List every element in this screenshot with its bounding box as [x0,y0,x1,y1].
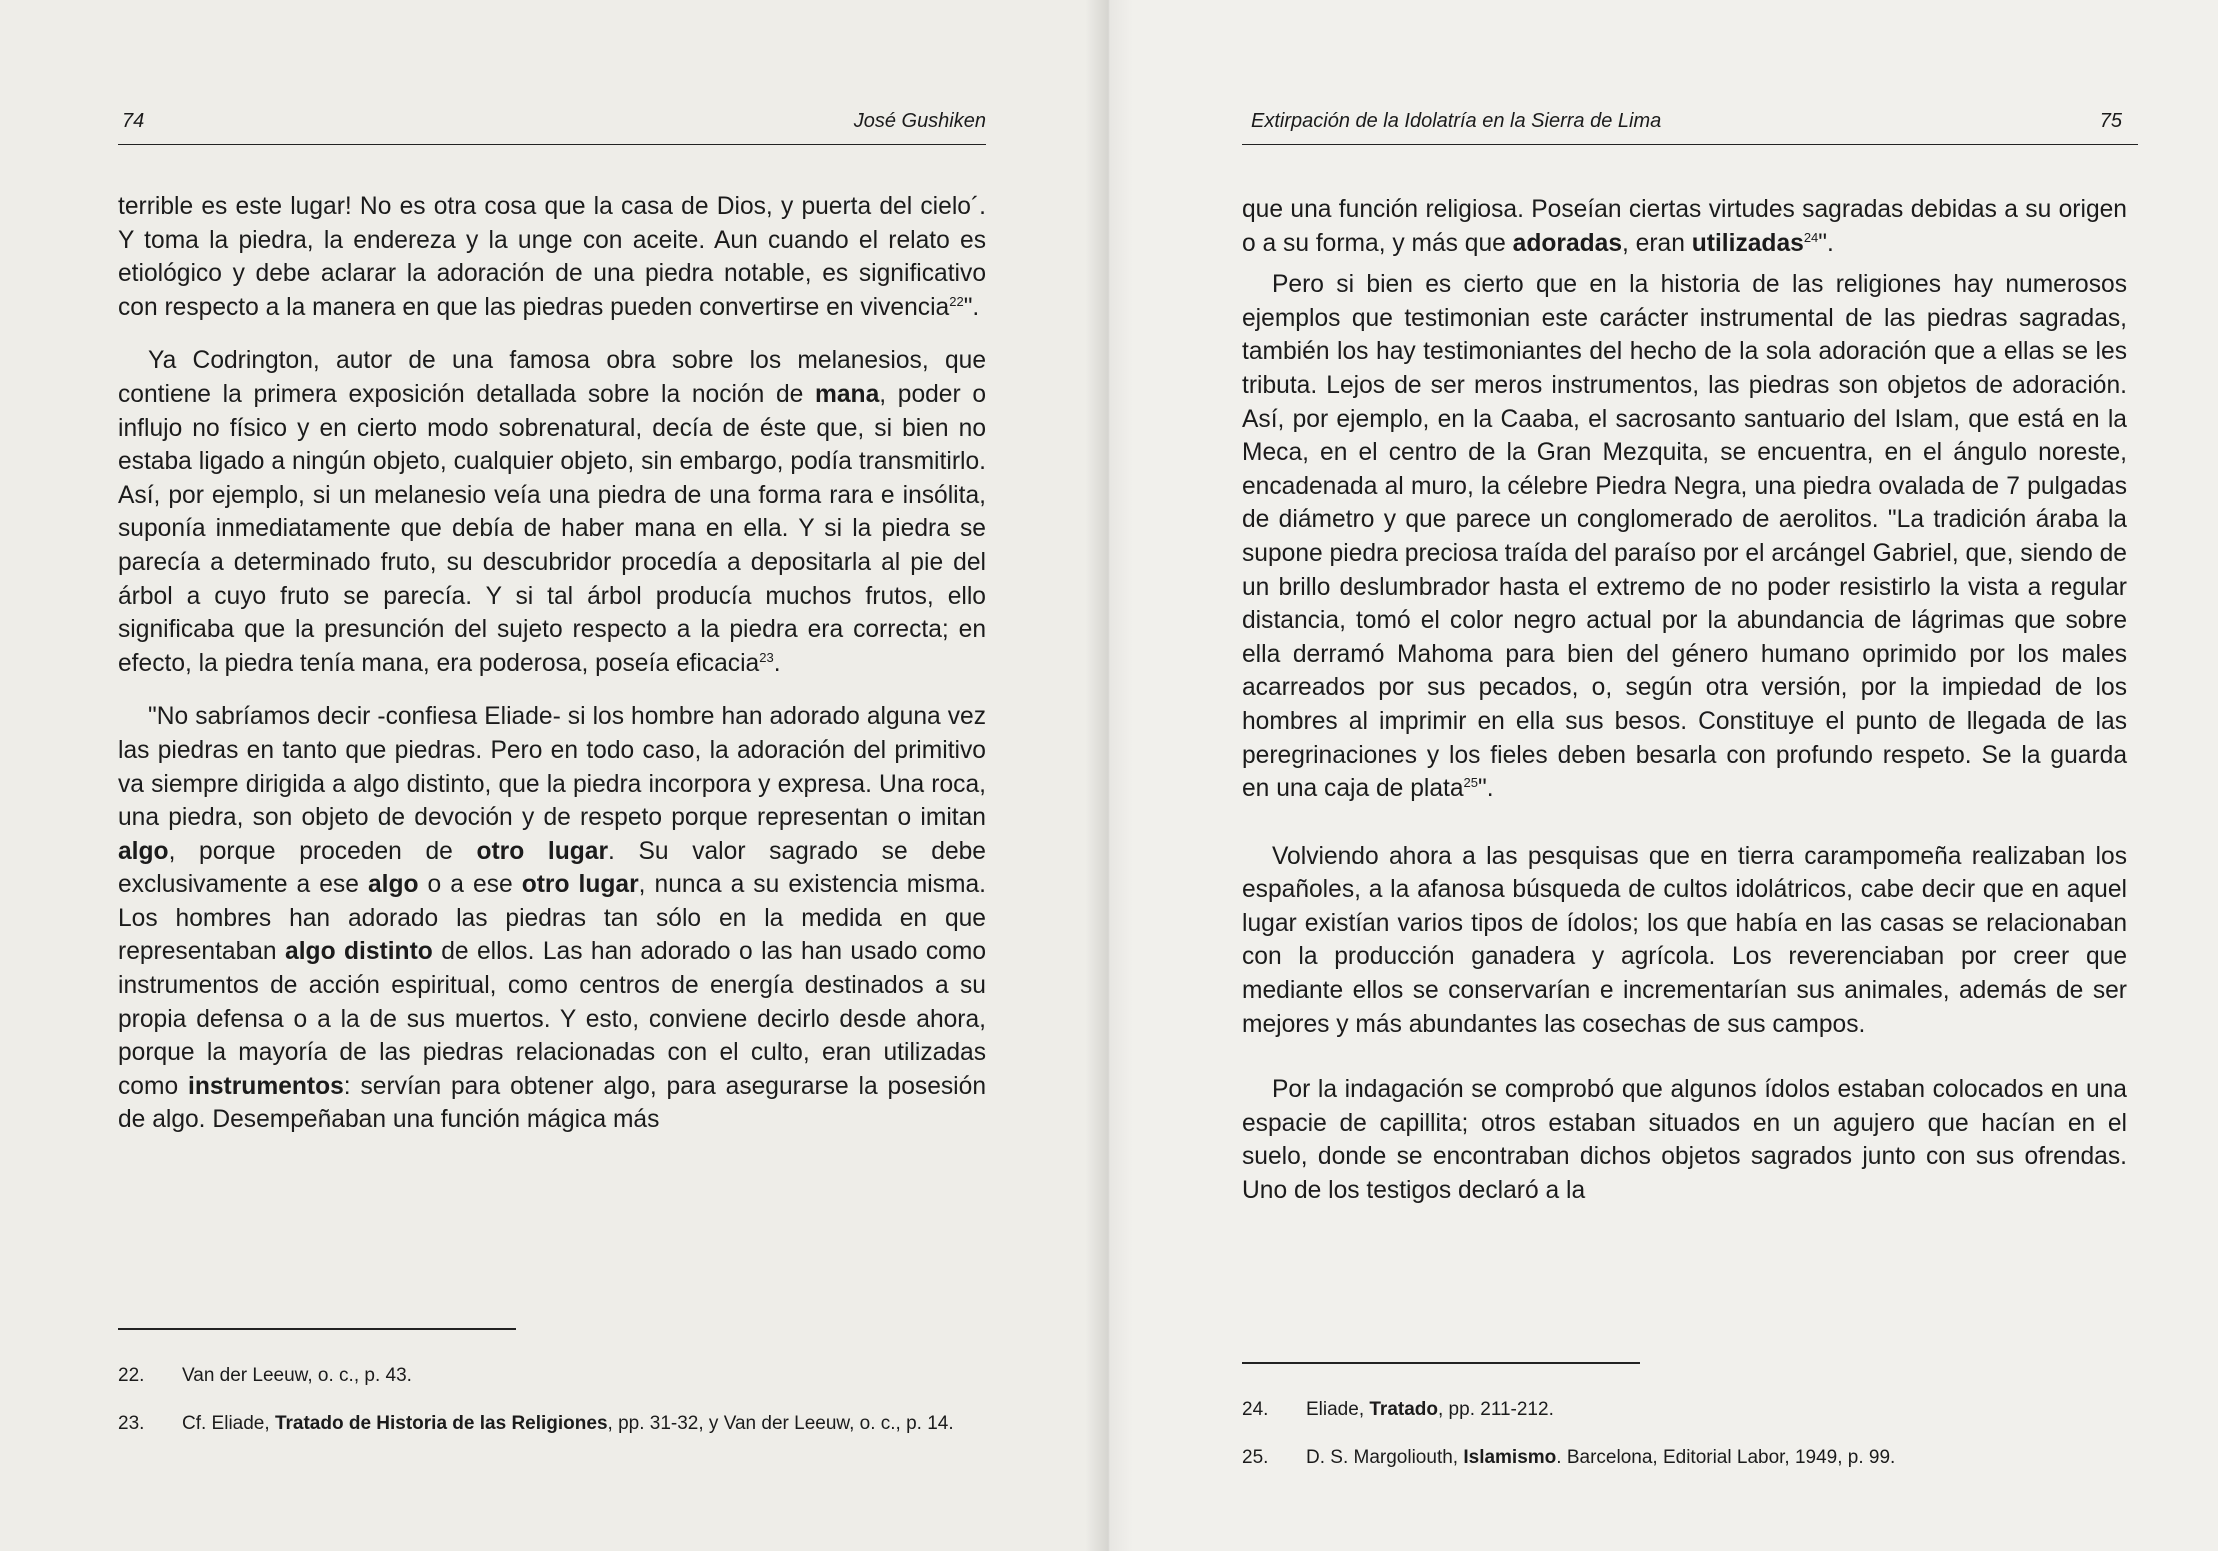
right-running-header [1242,106,2138,145]
left-running-header [118,106,986,145]
right-page [1109,0,2218,1551]
left-running-head: José Gushiken [853,110,986,132]
term-mana: mana [815,380,880,408]
left-body-text [118,190,986,1137]
left-footnote-divider [118,1328,516,1330]
footnote-ref-23[interactable]: 23 [759,649,774,665]
left-page-number: 74 [122,110,145,132]
right-footnotes [1242,1396,2127,1492]
footnote-22: 22. Van der Leeuw, o. c., p. 43. [118,1365,412,1386]
footnote-ref-24[interactable]: 24 [1803,229,1819,245]
right-paragraph-3: Volviendo ahora a las pesquisas que en tierra carampomeña realizaban los españoles, a la afanosa búsqueda de cultos idolátricos, cabe decir que en aquel lugar existían varios tipos de ídolos; los que había en las casas se relacionaban con la producción ganadera y agrícola. Los reverenciaban por creer que mediante ellos se conservarían e incrementarían sus animales, además de ser mejores y más abundantes las cosechas de sus campos. [1242,842,2127,1038]
footnote-25: 25. D. S. Margoliouth, Islamismo. Barcelona, Editorial Labor, 1949, p. 99. [1242,1447,1896,1468]
left-footnotes [118,1362,986,1458]
footnote-ref-22[interactable]: 22 [949,293,964,309]
right-footnote-divider [1242,1362,1640,1364]
right-paragraph-2: Pero si bien es cierto que en la historia de las religiones hay numerosos ejemplos que testimonian este carácter instrumental de las piedras sagradas, también los hay testimoniantes del hecho de la sola adoración que a ellas se les tributa. Lejos de ser meros instrumentos, las piedras son objetos de adoración. Así, por ejemplo, en la Caaba, el sacrosanto santuario del Islam, que está en la Meca, en el centro de la Gran Mezquita, se encuentra, en el ángulo noreste, encadenada al muro, la célebre Piedra Negra, una piedra ovalada de 7 pulgadas de diámetro y que parece un conglomerado de aerolitos. "La tradición áraba la supone piedra preciosa traída del paraíso por el arcángel Gabriel, que, siendo de un brillo deslumbrador hasta el extremo de no poder resistirlo la vista a regular distancia, tomó el color negro actual por la abundancia de lágrimas que sobre ella derramó Mahoma para bien del género humano oprimido por los males acarreados por sus pecados, o, según otra versión, por la impiedad de los hombres al imprimir en ella sus besos. Constituye el punto de llegada de las peregrinaciones y los fieles deben besarla con profundo respeto. Se la guarda en una caja de plata$^{25}$". [1242,271,2127,803]
footnote-24: 24. Eliade, Tratado, pp. 211-212. [1242,1399,1554,1420]
right-paragraph-4: Por la indagación se comprobó que algunos ídolos estaban colocados en una espacie de capillita; otros estaban situados en un agujero que hacían en el suelo, donde se encontraban dichos objetos sagrados junto con sus ofrendas. Uno de los testigos declaró a la [1242,1076,2127,1205]
footnote-23: 23. Cf. Eliade, Tratado de Historia de las Religiones, pp. 31-32, y Van der Leeuw, o. c., p. 14. [118,1413,954,1434]
right-running-head: Extirpación de la Idolatría en la Sierra de Lima [1251,110,1662,132]
right-body-text [1242,193,2127,1208]
right-paragraph-1: que una función religiosa. Poseían ciertas virtudes sagradas debidas a su origen o a su forma, y más que adoradas, eran utilizadas$^{24}$". [1242,196,2127,257]
left-paragraph-3: "No sabríamos decir -confiesa Eliade- si los hombre han adorado alguna vez las piedras en tanto que piedras. Pero en todo caso, la adoración del primitivo va siempre dirigida a algo distinto, que la piedra incorpora y expresa. Una roca, una piedra, son objeto de devoción y de respeto porque representan o imitan algo, porque proceden de otro lugar. Su valor sagrado se debe exclusivamente a ese algo o a ese otro lugar, nunca a su existencia misma. Los hombres han adorado las piedras tan sólo en la medida en que representaban algo distinto de ellos. Las han adorado o las han usado como instrumentos de acción espiritual, como centros de energía destinados a su propia defensa o a la de sus muertos. Y esto, conviene decirlo desde ahora, porque la mayoría de las piedras relacionadas con el culto, eran utilizadas como instrumentos: servían para obtener algo, para asegurarse la posesión de algo. Desempeñaban una función mágica más [118,703,986,1134]
right-page-number: 75 [2099,110,2122,132]
footnote-ref-25[interactable]: 25 [1463,774,1478,790]
book-gutter [1085,0,1133,1551]
left-paragraph-2: Ya Codrington, autor de una famosa obra sobre los melanesios, que contiene la primera exposición detallada sobre la noción de mana, poder o influjo no físico y en cierto modo sobrenatural, decía de éste que, si bien no estaba ligado a ningún objeto, cualquier objeto, sin embargo, podía transmitirlo. Así, por ejemplo, si un melanesio veía una piedra de una forma rara e insólita, suponía inmediatamente que debía de haber mana en ella. Y si la piedra se parecía a determinado fruto, su descubridor procedía a depositarla al pie del árbol a cuyo fruto se parecía. Y si tal árbol producía muchos frutos, ello significaba que la presunción del sujeto respecto a la piedra era correcta; en efecto, la piedra tenía mana, era poderosa, poseía eficacia$^{23}$. [118,347,987,677]
left-paragraph-1: terrible es este lugar! No es otra cosa que la casa de Dios, y puerta del cielo´. Y toma la piedra, la endereza y la unge con aceite. Aun cuando el relato es etiológico y debe aclarar la adoración de una piedra notable, es significativo con respecto a la manera en que las piedras pueden convertirse en vivencia$^{22}$". [118,193,986,321]
